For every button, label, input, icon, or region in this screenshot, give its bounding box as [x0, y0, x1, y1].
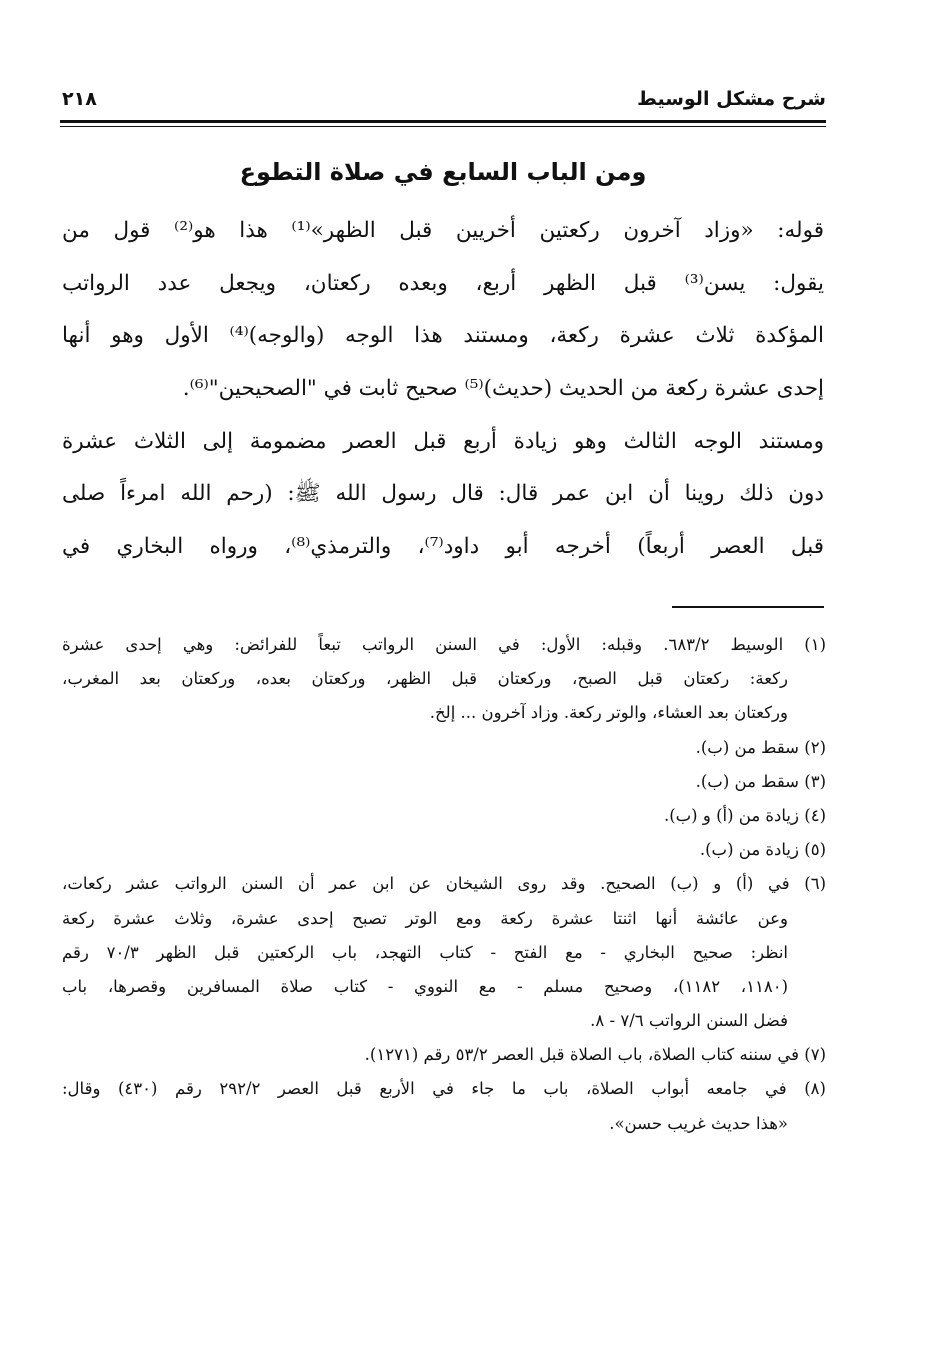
text-line: ومستند الوجه الثالث وهو زيادة أربع قبل العصر مضمومة إلى الثلاث عشرة	[62, 428, 824, 454]
text-line: إحدى عشرة ركعة من الحديث (حديث)⁽⁵⁾ صحيح ثابت في "الصحيحين"⁽⁶⁾.	[182, 376, 824, 402]
running-title: شرح مشكل الوسيط	[637, 88, 826, 110]
footnote-2: (٢) سقط من (ب).	[695, 737, 826, 757]
text-line: قبل العصر أربعاً) أخرجه أبو داود⁽⁷⁾، والترمذي⁽⁸⁾، ورواه البخاري في	[62, 534, 824, 560]
footnote-separator	[672, 606, 824, 608]
footnote-7: (٧) في سننه كتاب الصلاة، باب الصلاة قبل العصر ٥٣/٢ رقم (١٢٧١).	[364, 1045, 826, 1065]
footnotes	[62, 628, 826, 1141]
footnote-6-line-3: انظر: صحيح البخاري - مع الفتح - كتاب التهجد، باب الركعتين قبل الظهر ٧٠/٣ رقم	[62, 942, 788, 962]
footnote-6-line-2: وعن عائشة أنها اثنتا عشرة ركعة ومع الوتر تصبح إحدى عشرة، وثلاث عشرة ركعة	[62, 908, 788, 928]
main-text	[62, 205, 824, 574]
footnote-4: (٤) زيادة من (أ) و (ب).	[663, 805, 826, 825]
running-header	[60, 88, 826, 124]
footnote-1-line-2: ركعة: ركعتان قبل الصبح، وركعتان قبل الظهر، وركعتان بعده، وركعتان بعد المغرب،	[62, 669, 788, 689]
footnote-8-line-1: (٨) في جامعه أبواب الصلاة، باب ما جاء في الأربع قبل العصر ٢٩٢/٢ رقم (٤٣٠) وقال:	[62, 1079, 826, 1099]
text-line: دون ذلك روينا أن ابن عمر قال: قال رسول الله ﷺ: (رحم الله امرءاً صلى	[62, 481, 824, 507]
text-line: يقول: يسن⁽³⁾ قبل الظهر أربع، وبعده ركعتان، ويجعل عدد الرواتب	[62, 270, 824, 296]
footnote-6-line-1: (٦) في (أ) و (ب) الصحيح. وقد روى الشيخان عن ابن عمر أن السنن الرواتب عشر ركعات،	[62, 874, 826, 894]
section-heading: ومن الباب السابع في صلاة التطوع	[239, 158, 647, 186]
page-number: ٢١٨	[62, 88, 97, 110]
text-line: قوله: «وزاد آخرون ركعتين أخريين قبل الظهر»⁽¹⁾ هذا هو⁽²⁾ قول من	[62, 218, 824, 243]
footnote-5: (٥) زيادة من (ب).	[699, 840, 826, 860]
text-line: المؤكدة ثلاث عشرة ركعة، ومستند هذا الوجه (والوجه)⁽⁴⁾ الأول وهو أنها	[62, 323, 824, 349]
footnote-6-line-4: (١١٨٠، ١١٨٢)، وصحيح مسلم - مع النووي - كتاب صلاة المسافرين وقصرها، باب	[62, 976, 788, 996]
header-rule-thick	[60, 120, 826, 123]
footnote-6-line-5: فضل السنن الرواتب ٧/٦ - ٨.	[590, 1011, 788, 1031]
footnote-1-line-1: (١) الوسيط ٦٨٣/٢. وقبله: الأول: في السنن الرواتب تبعاً للفرائض: وهي إحدى عشرة	[62, 635, 826, 654]
footnote-8-line-2: «هذا حديث غريب حسن».	[609, 1113, 788, 1133]
footnote-3: (٣) سقط من (ب).	[695, 771, 826, 791]
header-rule-thin	[60, 126, 826, 127]
footnote-1-line-3: وركعتان بعد العشاء، والوتر ركعة. وزاد آخرون ... إلخ.	[429, 703, 788, 723]
